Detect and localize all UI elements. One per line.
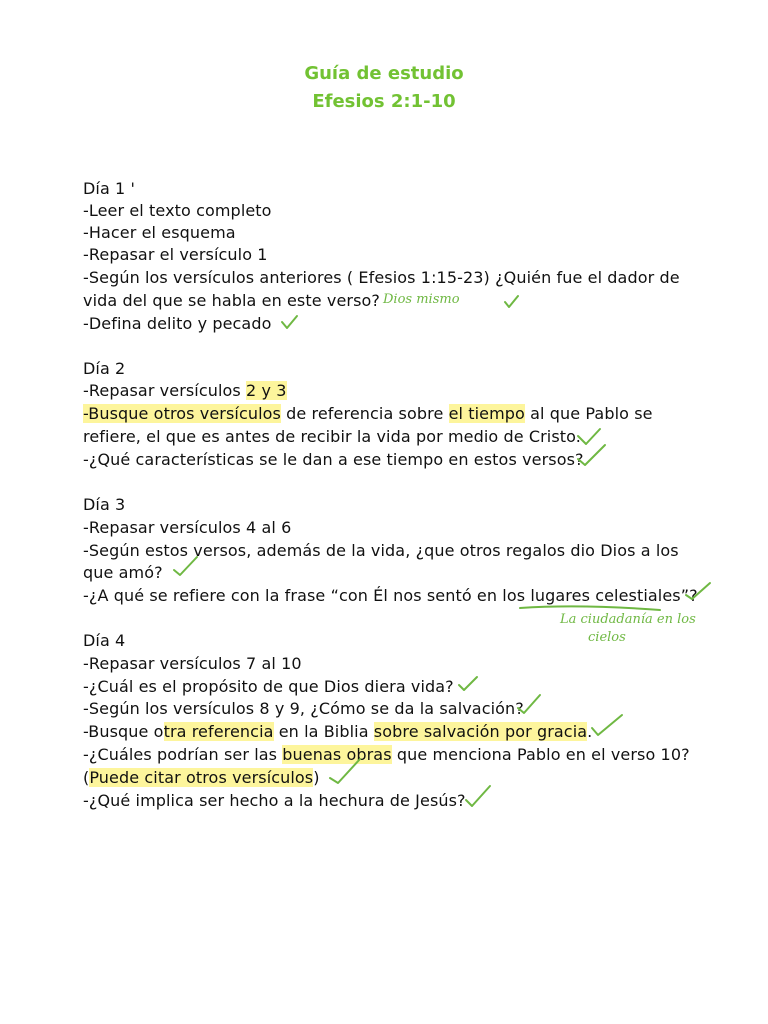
highlighted-text: sobre salvación por gracia bbox=[373, 722, 588, 741]
day2-heading: Día 2 bbox=[83, 359, 126, 378]
checkmark-icon bbox=[282, 316, 297, 328]
checkmark-icon bbox=[459, 677, 477, 690]
day4-heading: Día 4 bbox=[83, 631, 126, 650]
day4-text: . bbox=[587, 722, 593, 741]
day3-item: -Repasar versículos 4 al 6 bbox=[83, 518, 292, 537]
day4-text: ( bbox=[83, 768, 90, 787]
day4-text: -¿Cuáles podrían ser las bbox=[83, 745, 283, 764]
day4-text: -Busque o bbox=[83, 722, 164, 741]
handwritten-note-day1: Dios mismo bbox=[383, 292, 460, 307]
day2-line bbox=[83, 403, 653, 425]
highlighted-text: 2 y 3 bbox=[246, 381, 287, 400]
checkmark-icon bbox=[505, 296, 518, 307]
day2-line bbox=[83, 380, 287, 402]
day1-heading: Día 1 ' bbox=[83, 179, 136, 198]
day2-text: al que Pablo se bbox=[524, 404, 653, 423]
document-subtitle: Efesios 2:1-10 bbox=[312, 91, 456, 112]
day2-text: de referencia sobre bbox=[280, 404, 449, 423]
day1-item: -Según los versículos anteriores ( Efesios 1:15-23) ¿Quién fue el dador de bbox=[83, 268, 680, 287]
day4-line bbox=[83, 721, 592, 743]
day4-line bbox=[83, 744, 690, 766]
day4-text: ) bbox=[313, 768, 320, 787]
day2-line: refiere, el que es antes de recibir la vida por medio de Cristo. bbox=[83, 427, 581, 446]
day1-item: -Hacer el esquema bbox=[83, 223, 236, 242]
day4-line bbox=[83, 767, 320, 789]
day2-line: -¿Qué características se le dan a ese tiempo en estos versos? bbox=[83, 450, 584, 469]
highlighted-text: -Busque otros versículos bbox=[83, 404, 281, 423]
highlighted-text: buenas obras bbox=[282, 745, 392, 764]
day4-line: -Según los versículos 8 y 9, ¿Cómo se da la salvación? bbox=[83, 699, 524, 718]
day1-item: vida del que se habla en este verso? bbox=[83, 291, 380, 310]
handwritten-note-day3: cielos bbox=[588, 630, 626, 645]
day3-item: -¿A qué se refiere con la frase “con Él nos sentó en los lugares celestiales”? bbox=[83, 586, 698, 605]
document-title: Guía de estudio bbox=[304, 63, 464, 84]
highlighted-text: Puede citar otros versículos bbox=[89, 768, 314, 787]
highlighted-text: tra referencia bbox=[163, 722, 274, 741]
day3-item: que amó? bbox=[83, 563, 163, 582]
day4-line: -¿Qué implica ser hecho a la hechura de Jesús? bbox=[83, 791, 466, 810]
day1-item: -Repasar el versículo 1 bbox=[83, 245, 268, 264]
day2-text: -Repasar versículos bbox=[83, 381, 247, 400]
handwritten-note-day3: La ciudadanía en los bbox=[560, 612, 696, 627]
checkmark-icon bbox=[578, 429, 600, 444]
checkmark-icon bbox=[466, 786, 490, 806]
day3-heading: Día 3 bbox=[83, 495, 126, 514]
day4-line: -Repasar versículos 7 al 10 bbox=[83, 654, 302, 673]
day3-item: -Según estos versos, además de la vida, ¿que otros regalos dio Dios a los bbox=[83, 541, 679, 560]
day4-text: que menciona Pablo en el verso 10? bbox=[391, 745, 690, 764]
day4-line: -¿Cuál es el propósito de que Dios diera vida? bbox=[83, 677, 454, 696]
day4-text: en la Biblia bbox=[273, 722, 374, 741]
checkmark-icon bbox=[592, 715, 622, 735]
day1-item: -Leer el texto completo bbox=[83, 201, 272, 220]
day1-item: -Defina delito y pecado bbox=[83, 314, 272, 333]
highlighted-text: el tiempo bbox=[448, 404, 525, 423]
